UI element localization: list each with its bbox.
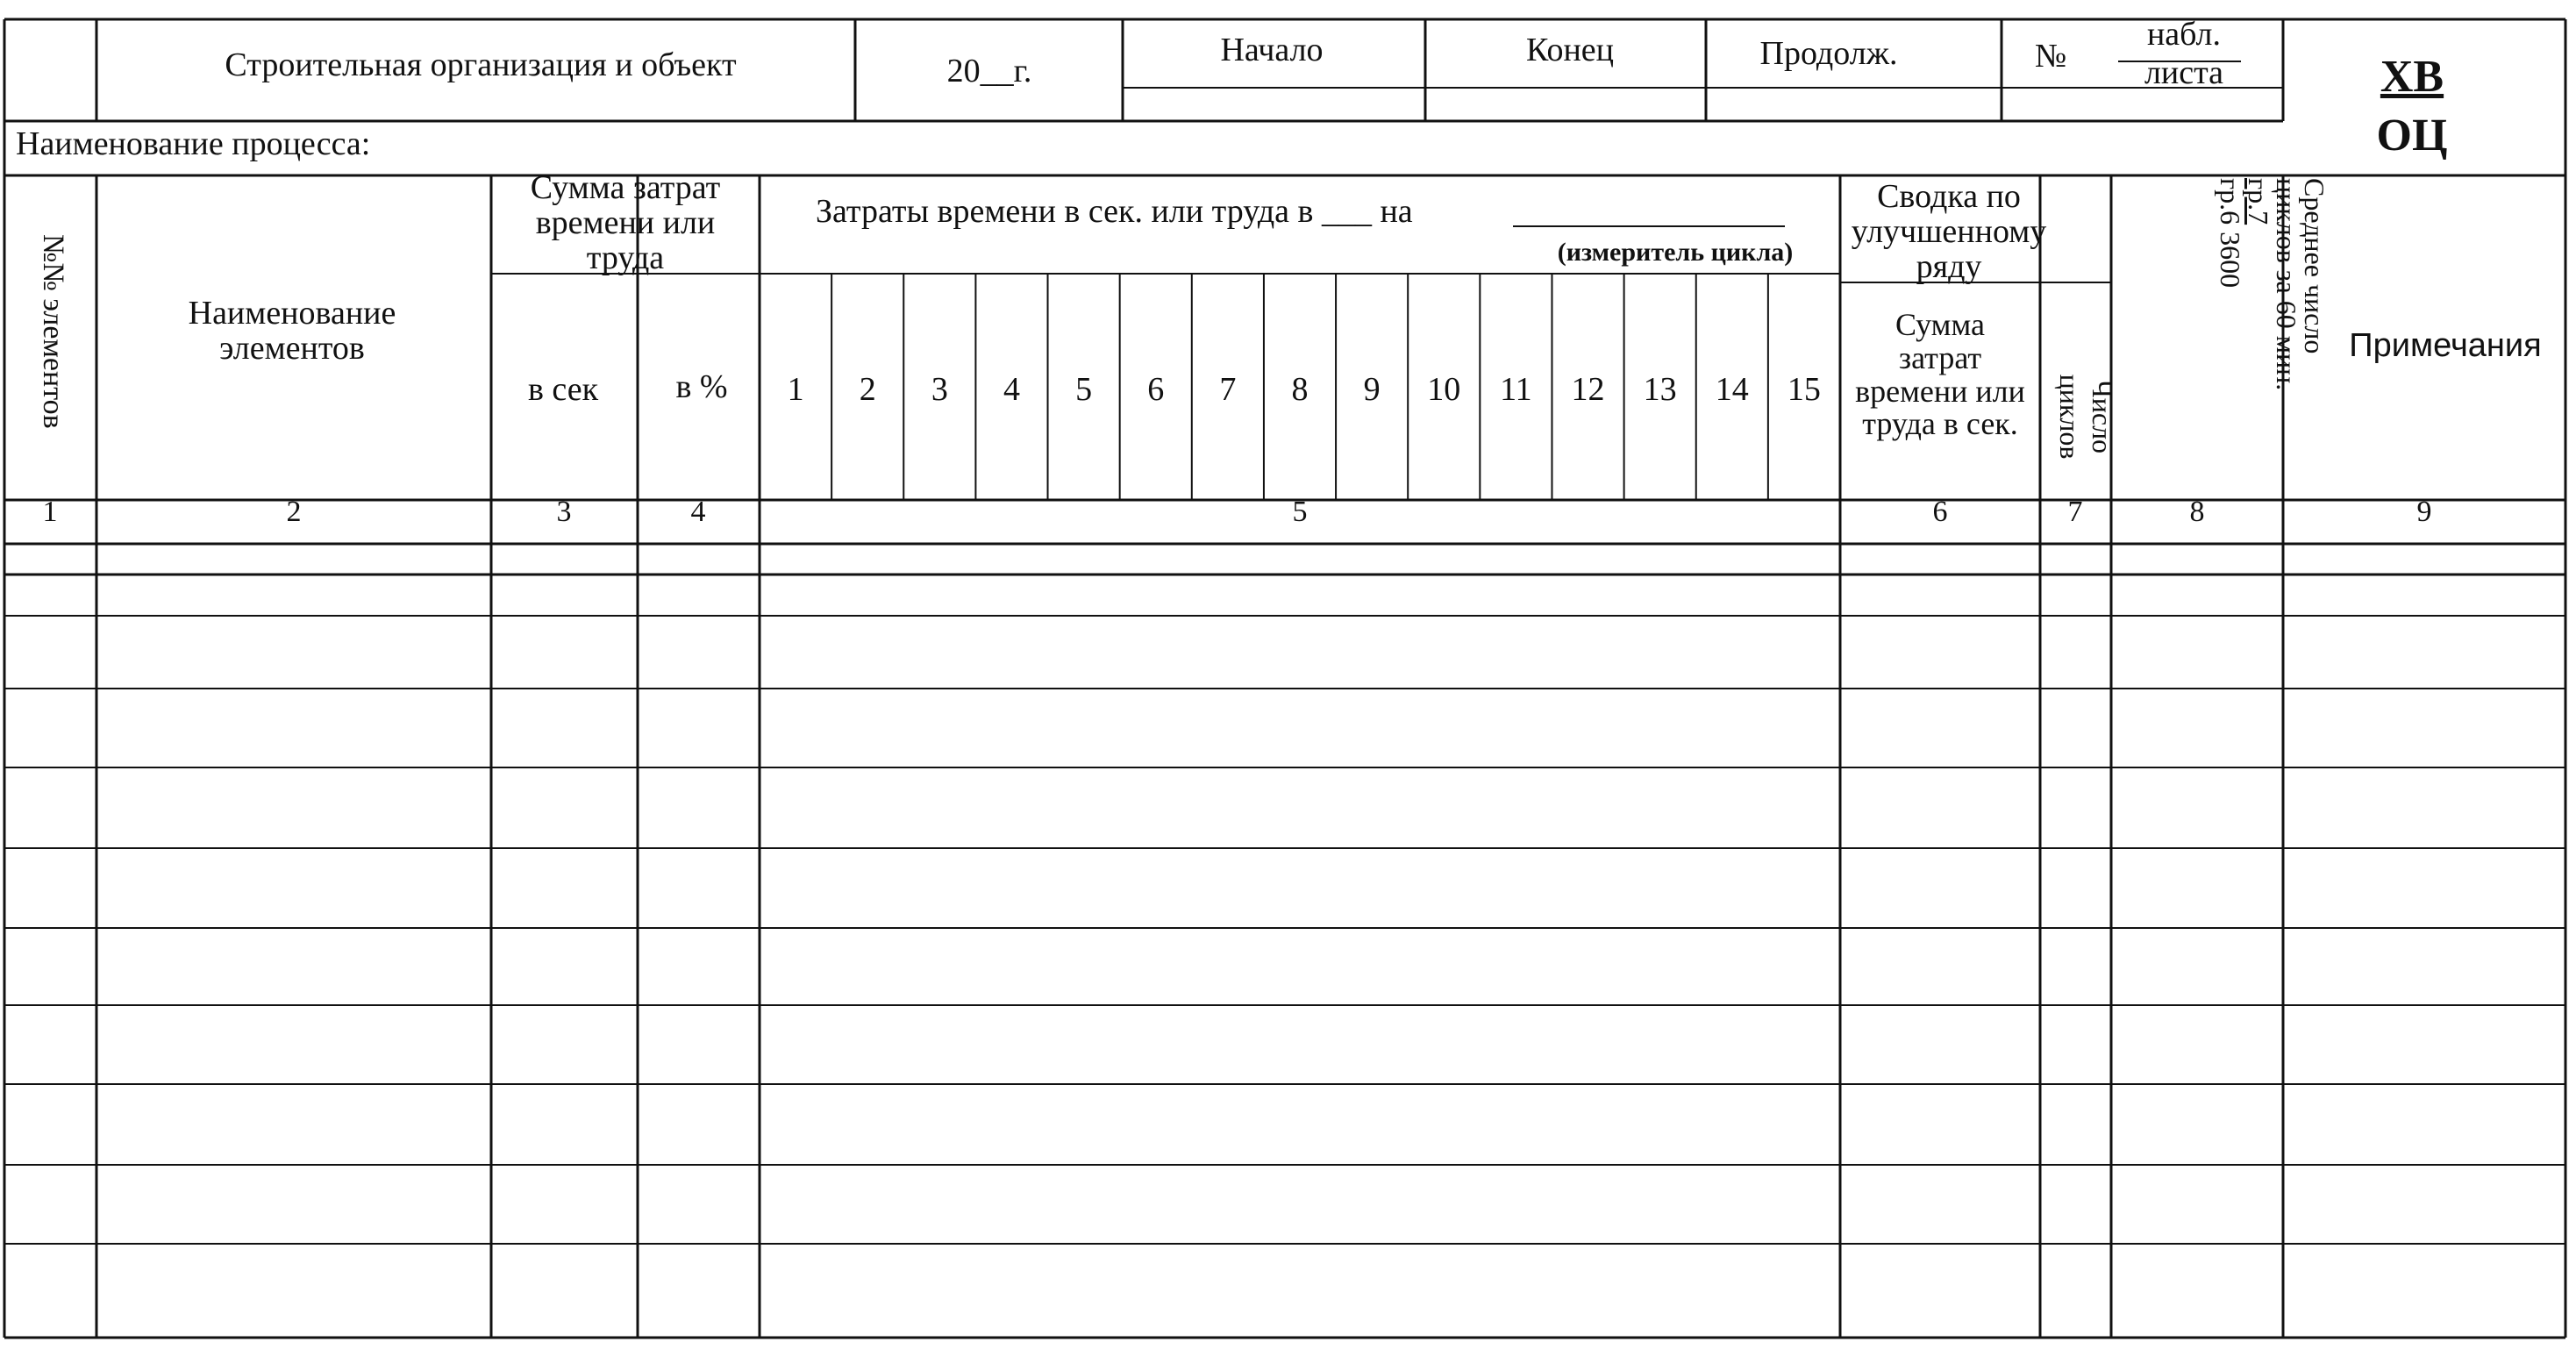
organization-label: Строительная организация и объект — [225, 46, 737, 83]
average-line-2: циклов за 60 мин. — [2271, 178, 2302, 391]
in-percent-header: в % — [675, 368, 728, 405]
table-cell[interactable] — [1842, 769, 2038, 846]
cycle-number-2: 2 — [859, 371, 876, 408]
table-cell[interactable] — [6, 1007, 95, 1082]
table-cell[interactable] — [2042, 769, 2109, 846]
table-cell[interactable] — [2285, 576, 2564, 614]
table-cell[interactable] — [639, 1167, 758, 1242]
table-cell[interactable] — [2042, 1007, 2109, 1082]
table-cell[interactable] — [1842, 1167, 2038, 1242]
table-cell[interactable] — [6, 769, 95, 846]
table-cell[interactable] — [98, 850, 489, 926]
average-formula: гр.6 3600 — [2215, 178, 2246, 289]
cycle-number-5: 5 — [1075, 371, 1093, 408]
table-cell[interactable] — [493, 850, 636, 926]
table-cell[interactable] — [6, 576, 95, 614]
table-cell[interactable] — [639, 1086, 758, 1163]
cycle-number-8: 8 — [1291, 371, 1309, 408]
average-fraction: гр.7 — [2243, 178, 2274, 225]
table-cell[interactable] — [2042, 1167, 2109, 1242]
table-cell[interactable] — [639, 546, 758, 573]
table-cell[interactable] — [98, 769, 489, 846]
cycle-number-1: 1 — [787, 371, 804, 408]
table-cell[interactable] — [2285, 546, 2564, 573]
table-cell[interactable] — [1842, 930, 2038, 1003]
table-cell[interactable] — [639, 930, 758, 1003]
cycle-number-14: 14 — [1715, 371, 1749, 408]
table-cell[interactable] — [761, 576, 1838, 614]
summary-sum-header: Сумма затрат времени или труда в сек. — [1855, 307, 2025, 442]
table-cell[interactable] — [98, 617, 489, 687]
table-cell[interactable] — [1842, 546, 2038, 573]
table-cell[interactable] — [98, 930, 489, 1003]
table-cell[interactable] — [639, 850, 758, 926]
code-top: ХВ — [2380, 52, 2444, 102]
table-cell[interactable] — [2285, 1086, 2564, 1163]
table-cell[interactable] — [6, 930, 95, 1003]
table-cell[interactable] — [1842, 576, 2038, 614]
table-cell[interactable] — [6, 1086, 95, 1163]
table-cell[interactable] — [2042, 546, 2109, 573]
table-cell[interactable] — [639, 617, 758, 687]
element-name-header: Наименование элементов — [188, 295, 396, 367]
table-cell[interactable] — [2285, 1167, 2564, 1242]
table-cell[interactable] — [2113, 690, 2281, 766]
sheet-label: листа — [2144, 54, 2224, 91]
time-header: Затраты времени в сек. или труда в ___ на — [816, 193, 1413, 230]
table-cell[interactable] — [1842, 690, 2038, 766]
table-cell[interactable] — [98, 1007, 489, 1082]
table-cell[interactable] — [2285, 617, 2564, 687]
table-cell[interactable] — [2042, 690, 2109, 766]
cycle-number-4: 4 — [1003, 371, 1020, 408]
table-cell[interactable] — [493, 617, 636, 687]
column-number-8: 8 — [2189, 496, 2205, 528]
table-cell[interactable] — [639, 576, 758, 614]
column-number-7: 7 — [2067, 496, 2083, 528]
cycle-number-10: 10 — [1427, 371, 1461, 408]
table-cell[interactable] — [639, 690, 758, 766]
table-cell[interactable] — [1842, 1086, 2038, 1163]
table-cell[interactable] — [761, 1007, 1838, 1082]
table-cell[interactable] — [1842, 850, 2038, 926]
summary-header: Сводка по улучшенному ряду — [1851, 178, 2047, 285]
table-cell[interactable] — [98, 546, 489, 573]
cycle-number-11: 11 — [1500, 371, 1532, 408]
table-cell[interactable] — [761, 690, 1838, 766]
column-number-5: 5 — [1292, 496, 1308, 528]
average-cycles-header — [2180, 178, 2329, 441]
table-cell[interactable] — [6, 546, 95, 573]
table-cell[interactable] — [2113, 1007, 2281, 1082]
cycle-measure-label: (измеритель цикла) — [1557, 238, 1794, 267]
table-cell[interactable] — [2042, 617, 2109, 687]
table-cell[interactable] — [493, 690, 636, 766]
process-name-label: Наименование процесса: — [16, 125, 371, 162]
cycle-number-7: 7 — [1219, 371, 1237, 408]
table-cell[interactable] — [639, 1007, 758, 1082]
cycle-number-15: 15 — [1787, 371, 1821, 408]
table-cell[interactable] — [2285, 850, 2564, 926]
table-cell[interactable] — [493, 1167, 636, 1242]
table-cell[interactable] — [2113, 769, 2281, 846]
table-cell[interactable] — [98, 1167, 489, 1242]
table-cell[interactable] — [2285, 1007, 2564, 1082]
column-number-3: 3 — [556, 496, 572, 528]
cycle-number-13: 13 — [1643, 371, 1677, 408]
table-cell[interactable] — [639, 769, 758, 846]
table-cell[interactable] — [2042, 576, 2109, 614]
observation-label: набл. — [2146, 16, 2222, 53]
column-number-9: 9 — [2416, 496, 2432, 528]
table-cell[interactable] — [761, 617, 1838, 687]
column-number-4: 4 — [690, 496, 706, 528]
table-cell[interactable] — [1842, 1007, 2038, 1082]
table-cell[interactable] — [493, 1007, 636, 1082]
table-cell[interactable] — [6, 1167, 95, 1242]
table-cell[interactable] — [761, 850, 1838, 926]
column-number-1: 1 — [42, 496, 58, 528]
table-cell[interactable] — [493, 1086, 636, 1163]
table-cell[interactable] — [761, 930, 1838, 1003]
table-cell[interactable] — [6, 690, 95, 766]
table-cell[interactable] — [98, 690, 489, 766]
table-cell[interactable] — [2042, 1086, 2109, 1163]
sum-header: Сумма затрат времени или труда — [530, 169, 721, 276]
cycle-number-12: 12 — [1571, 371, 1605, 408]
table-cell[interactable] — [493, 546, 636, 573]
table-cell[interactable] — [493, 576, 636, 614]
table-cell[interactable] — [761, 546, 1838, 573]
table-cell[interactable] — [2113, 1167, 2281, 1242]
table-cell[interactable] — [2113, 617, 2281, 687]
cycle-number-6: 6 — [1147, 371, 1165, 408]
table-cell[interactable] — [2113, 930, 2281, 1003]
table-cell[interactable] — [6, 617, 95, 687]
table-cell[interactable] — [493, 769, 636, 846]
table-cell[interactable] — [2042, 850, 2109, 926]
table-cell[interactable] — [2285, 769, 2564, 846]
table-cell[interactable] — [761, 769, 1838, 846]
year-label: 20__г. — [946, 53, 1032, 89]
table-cell[interactable] — [2113, 850, 2281, 926]
table-cell[interactable] — [2285, 930, 2564, 1003]
table-cell[interactable] — [2042, 930, 2109, 1003]
table-cell[interactable] — [6, 850, 95, 926]
end-label: Конец — [1526, 32, 1614, 68]
column-number-2: 2 — [286, 496, 302, 528]
column-number-6: 6 — [1932, 496, 1948, 528]
table-cell[interactable] — [2113, 1086, 2281, 1163]
element-number-header: №№ элементов — [37, 234, 69, 429]
cycle-number-9: 9 — [1363, 371, 1381, 408]
cycle-count-header: Число циклов — [2054, 374, 2118, 460]
in-sec-header: в сек — [527, 371, 599, 408]
duration-label: Продолж. — [1759, 35, 1898, 72]
table-cell[interactable] — [761, 1167, 1838, 1242]
table-cell[interactable] — [2285, 690, 2564, 766]
table-cell[interactable] — [761, 1086, 1838, 1163]
code-bottom: ОЦ — [2376, 111, 2448, 161]
notes-header: Примечания — [2349, 327, 2542, 364]
number-sign: № — [2035, 38, 2067, 75]
table-cell[interactable] — [98, 576, 489, 614]
table-cell[interactable] — [98, 1086, 489, 1163]
average-line-1: Среднее число — [2299, 178, 2330, 354]
table-cell[interactable] — [2113, 546, 2281, 573]
table-cell[interactable] — [493, 930, 636, 1003]
table-cell[interactable] — [2113, 576, 2281, 614]
start-label: Начало — [1220, 32, 1324, 68]
cycle-number-3: 3 — [931, 371, 948, 408]
table-cell[interactable] — [1842, 617, 2038, 687]
